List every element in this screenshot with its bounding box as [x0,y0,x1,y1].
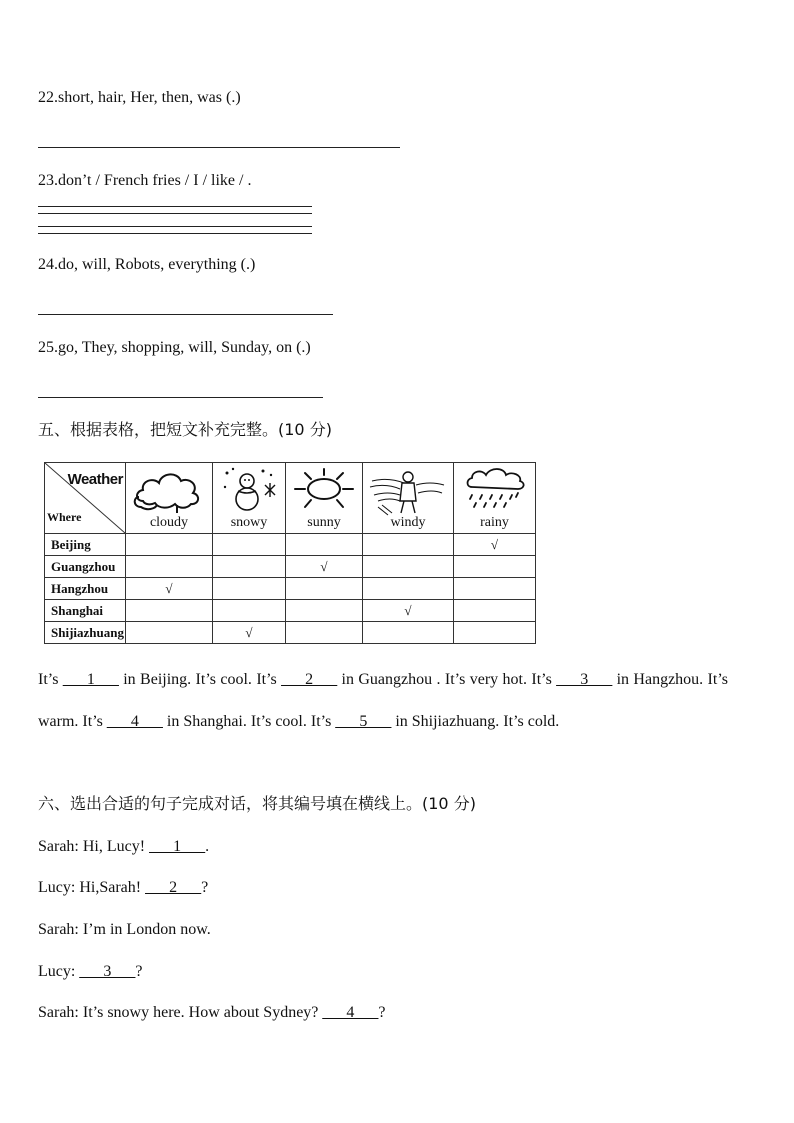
section-5-heading: 五、根据表格，把短文补充完整。(10 分) [38,420,332,439]
dialogue-punct: ? [201,879,209,896]
check-cell [286,600,363,622]
dialogue-text: Sarah: Hi, Lucy! [38,838,150,855]
dialogue-text: Sarah: I’m in London now. [38,921,211,938]
dialogue-text: Sarah: It’s snowy here. How about Sydney? [38,1004,323,1021]
check-cell [286,534,363,556]
question-25: 25.go, They, shopping, will, Sunday, on (.) [38,339,311,356]
city-cell: Shanghai [45,600,126,622]
check-cell [213,578,286,600]
check-cell: √ [126,578,213,600]
city-cell: Guangzhou [45,556,126,578]
check-cell: √ [286,556,363,578]
check-cell: √ [363,600,454,622]
dialogue-text: Lucy: [38,963,80,980]
dialogue-blank-3: ___3___ [79,963,136,980]
wind-icon [368,467,448,517]
passage-text: in Hangzhou. It’s warm. It’s [38,671,729,730]
check-cell [126,556,213,578]
check-cell: √ [454,534,536,556]
dialogue-blank-4: ___4___ [322,1004,379,1021]
answer-line-24 [38,314,333,315]
column-sunny [286,463,363,534]
snowman-icon [219,467,279,513]
city-cell: Shijiazhuang [45,622,126,644]
check-cell [363,578,454,600]
table-row [45,600,536,622]
column-label-cloudy: cloudy [149,515,189,530]
table-row [45,622,536,644]
rain-cloud-icon [462,467,528,513]
answer-line-23a [38,206,312,207]
dialogue-line [38,962,142,982]
check-cell [454,556,536,578]
column-label-sunny: sunny [307,515,341,530]
dialogue-punct: . [205,838,210,855]
check-cell [454,622,536,644]
cloud-icon [133,467,205,513]
answer-line-23c [38,226,312,227]
weather-header-row [45,463,536,534]
table-row [45,534,536,556]
weather-table [44,462,536,644]
dialogue-line [38,1003,386,1023]
answer-line-23b [38,213,312,214]
check-cell [213,600,286,622]
blank-5: ___5___ [335,713,392,730]
city-cell: Hangzhou [45,578,126,600]
check-cell [454,578,536,600]
passage-text: in Shijiazhuang. It’s cold. [391,713,560,730]
table-row [45,556,536,578]
column-label-rainy: rainy [480,515,509,530]
check-cell [286,578,363,600]
check-cell [363,622,454,644]
column-cloudy [126,463,213,534]
passage-text: in Beijing. It’s cool. It’s [118,671,282,688]
passage-text: It’s [38,671,63,688]
blank-1: ___1___ [62,671,119,688]
dialogue-punct: ? [378,1004,386,1021]
check-cell [213,556,286,578]
dialogue-line [38,878,208,898]
dialogue-line [38,837,209,857]
question-22: 22.short, hair, Her, then, was (.) [38,89,241,106]
fill-in-passage [38,659,728,743]
dialogue-line [38,920,211,940]
dialogue-blank-2: ___2___ [145,879,202,896]
column-snowy [213,463,286,534]
check-cell [213,534,286,556]
answer-line-25 [38,397,323,398]
column-label-snowy: snowy [230,515,268,530]
answer-line-22 [38,147,400,148]
check-cell [454,600,536,622]
sun-icon [291,467,357,513]
city-cell: Beijing [45,534,126,556]
check-cell [126,600,213,622]
corner-weather-label: Weather [67,471,123,488]
blank-2: ___2___ [281,671,338,688]
blank-4: ___4___ [106,713,163,730]
check-cell [286,622,363,644]
passage-text: in Guangzhou . It’s very hot. It’s [337,671,557,688]
section-6-heading: 六、选出合适的句子完成对话，将其编号填在横线上。(10 分) [38,794,476,813]
question-23: 23.don’t / French fries / I / like / . [38,172,252,189]
column-windy [363,463,454,534]
column-label-windy: windy [390,515,426,530]
answer-line-23d [38,233,312,234]
check-cell [363,556,454,578]
passage-text: in Shanghai. It’s cool. It’s [162,713,336,730]
check-cell [363,534,454,556]
blank-3: ___3___ [556,671,613,688]
check-cell [126,622,213,644]
check-cell [126,534,213,556]
dialogue-blank-1: ___1___ [149,838,206,855]
table-row [45,578,536,600]
table-corner-cell [45,463,126,534]
check-cell: √ [213,622,286,644]
corner-where-label: Where [47,510,82,524]
dialogue-text: Lucy: Hi,Sarah! [38,879,146,896]
question-24: 24.do, will, Robots, everything (.) [38,256,256,273]
column-rainy [454,463,536,534]
dialogue-punct: ? [135,963,143,980]
